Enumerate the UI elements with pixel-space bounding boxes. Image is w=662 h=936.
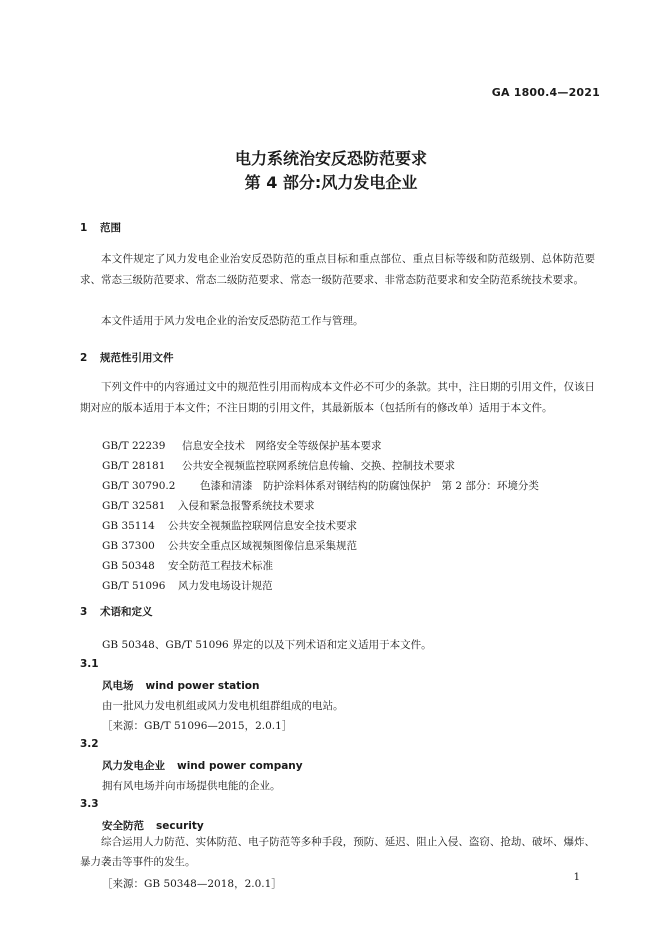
reference-item — [102, 498, 315, 513]
section-number: 1 — [80, 222, 88, 234]
term-number: 3.2 — [80, 738, 99, 750]
reference-title: 公共安全视频监控联网系统信息传输、交换、控制技术要求 — [182, 460, 455, 472]
reference-title: 信息安全技术 网络安全等级保护基本要求 — [182, 440, 382, 452]
term-name-en: wind power company — [177, 760, 303, 772]
reference-code: GB/T 51096 — [102, 580, 166, 592]
section-heading-references — [80, 350, 174, 365]
section-number: 2 — [80, 352, 88, 364]
references-intro: 下列文件中的内容通过文中的规范性引用而构成本文件必不可少的条款。其中，注日期的引用文件，仅该日期对应的版本适用于本文件；不注日期的引用文件，其最新版本（包括所有的修改单）适用于本文件。 — [80, 381, 595, 414]
reference-code: GB 50348 — [102, 560, 155, 572]
reference-code: GB 35114 — [102, 520, 155, 532]
term-name-cn: 风力发电企业 — [102, 760, 165, 772]
reference-title: 公共安全重点区域视频图像信息采集规范 — [168, 540, 357, 552]
reference-title: 色漆和清漆 防护涂料体系对钢结构的防腐蚀保护 第 2 部分：环境分类 — [200, 480, 539, 492]
document-subtitle: 第 4 部分:风力发电企业 — [244, 173, 418, 192]
scope-paragraph-2: 本文件适用于风力发电企业的治安反恐防范工作与管理。 — [101, 315, 364, 327]
reference-title: 公共安全视频监控联网信息安全技术要求 — [168, 520, 357, 532]
reference-item — [102, 438, 382, 453]
document-title: 电力系统治安反恐防范要求 — [234, 149, 427, 168]
section-heading-terms — [80, 604, 153, 619]
term-number: 3.1 — [80, 658, 99, 670]
reference-code: GB/T 28181 — [102, 460, 166, 472]
term-name-en: wind power station — [145, 680, 260, 692]
reference-code: GB/T 30790.2 — [102, 480, 176, 492]
scope-paragraph-1: 本文件规定了风力发电企业治安反恐防范的重点目标和重点部位、重点目标等级和防范级别、总体防范要求、常态三级防范要求、常态二级防范要求、常态一级防范要求、非常态防范要求和安全防范系统技术要求。 — [80, 253, 595, 286]
reference-item — [102, 478, 539, 493]
term-source: ［来源：GB/T 51096—2015，2.0.1］ — [102, 720, 293, 732]
reference-title: 入侵和紧急报警系统技术要求 — [178, 500, 315, 512]
reference-title: 安全防范工程技术标准 — [168, 560, 273, 572]
reference-code: GB 37300 — [102, 540, 155, 552]
term-definition: 拥有风电场并向市场提供电能的企业。 — [102, 780, 281, 792]
reference-item — [102, 578, 273, 593]
reference-item — [102, 558, 273, 573]
term-name — [102, 818, 204, 833]
section-number: 3 — [80, 606, 88, 618]
section-title: 术语和定义 — [100, 606, 153, 618]
reference-item — [102, 518, 357, 533]
term-number: 3.3 — [80, 798, 99, 810]
term-definition: 由一批风力发电机组或风力发电机组群组成的电站。 — [102, 700, 344, 712]
reference-code: GB/T 22239 — [102, 440, 166, 452]
reference-item — [102, 458, 455, 473]
page-number: 1 — [573, 872, 580, 883]
terms-intro: GB 50348、GB/T 51096 界定的以及下列术语和定义适用于本文件。 — [102, 639, 432, 651]
term-name-cn: 风电场 — [102, 680, 134, 692]
document-code: GA 1800.4—2021 — [491, 86, 600, 99]
section-title: 规范性引用文件 — [100, 352, 174, 364]
term-name-en: security — [156, 820, 204, 832]
reference-code: GB/T 32581 — [102, 500, 166, 512]
reference-item — [102, 538, 357, 553]
term-name — [102, 758, 303, 773]
term-definition: 综合运用人力防范、实体防范、电子防范等多种手段，预防、延迟、阻止入侵、盗窃、抢劫、破坏、爆炸、暴力袭击等事件的发生。 — [80, 836, 595, 868]
section-heading-scope — [80, 220, 121, 235]
section-title: 范围 — [100, 222, 121, 234]
term-name-cn: 安全防范 — [102, 820, 144, 832]
term-source: ［来源：GB 50348—2018，2.0.1］ — [102, 878, 282, 890]
reference-title: 风力发电场设计规范 — [178, 580, 273, 592]
term-name — [102, 678, 260, 693]
